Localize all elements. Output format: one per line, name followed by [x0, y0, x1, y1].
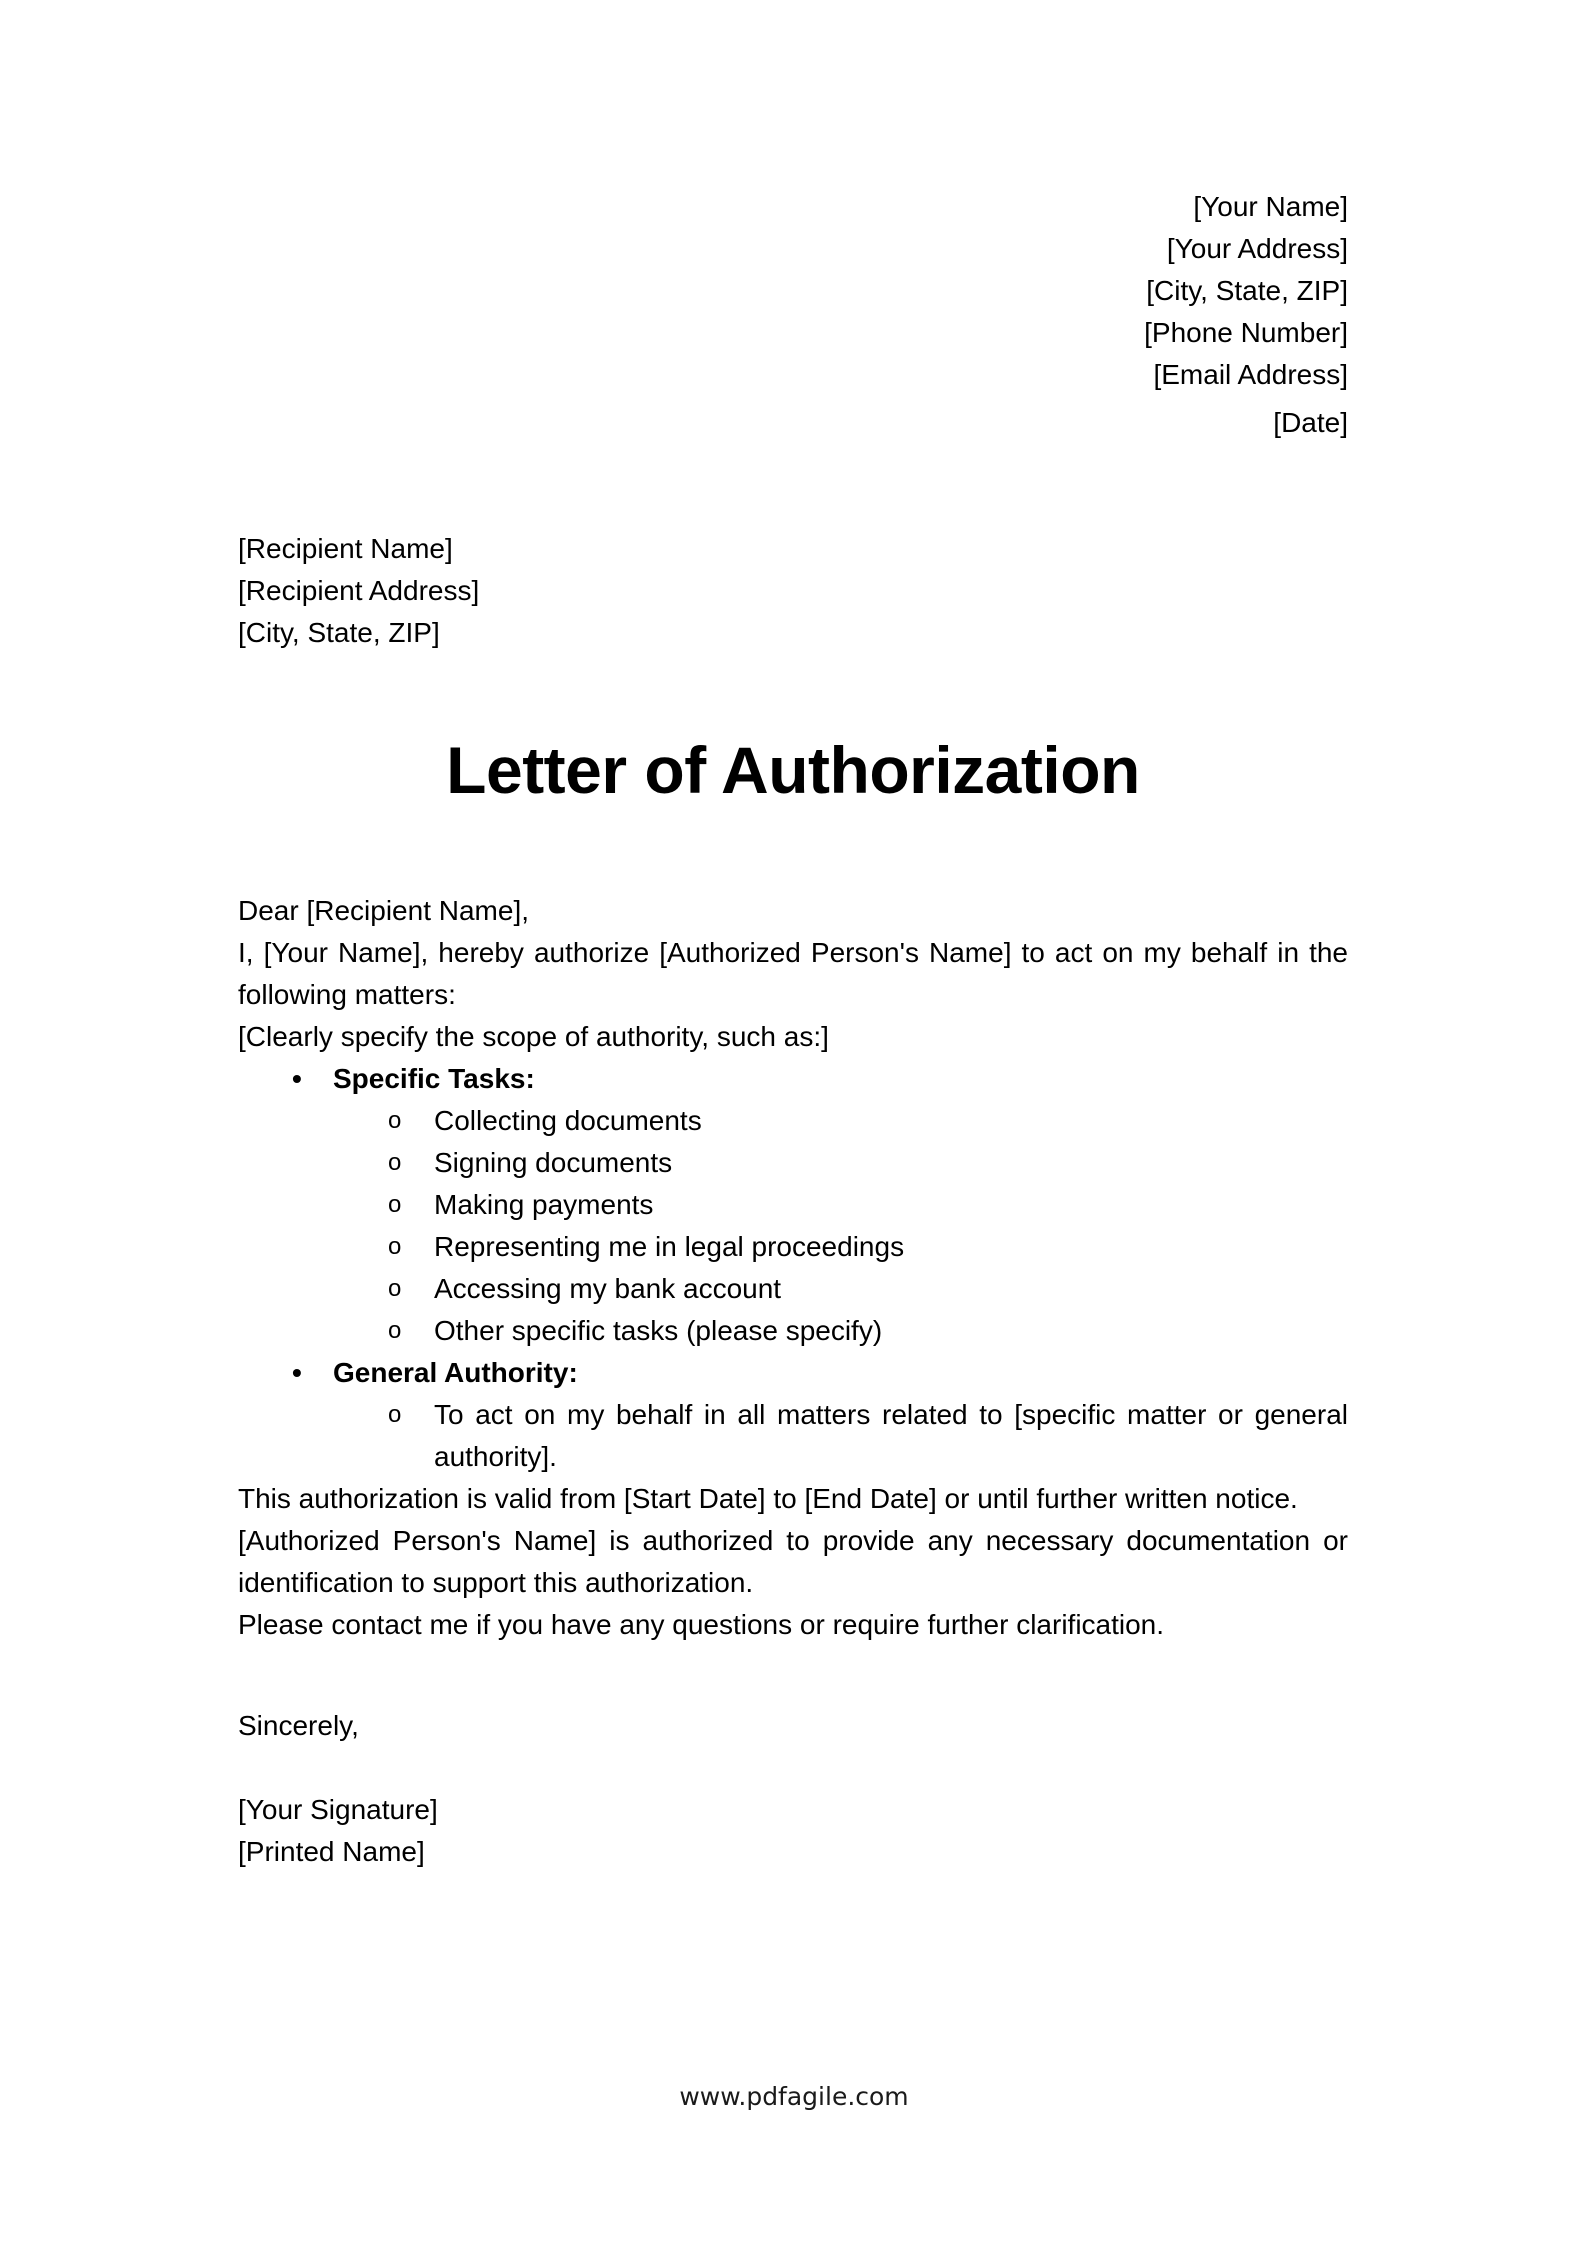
bullet-icon: • — [292, 1063, 302, 1094]
circle-bullet-icon: o — [388, 1233, 402, 1260]
circle-bullet-icon: o — [388, 1107, 402, 1134]
page-title: Letter of Authorization — [446, 733, 1140, 807]
list-item-label: To act on my behalf in all matters related to [specific matter or general authority]. — [434, 1399, 1348, 1472]
recipient-city-state-zip: [City, State, ZIP] — [238, 617, 440, 648]
contact-paragraph: Please contact me if you have any questions or require further clarification. — [238, 1609, 1165, 1640]
list-item-label: Accessing my bank account — [434, 1273, 782, 1304]
circle-bullet-icon: o — [388, 1275, 402, 1302]
list-item-label: Making payments — [434, 1189, 654, 1220]
list-item — [238, 1268, 1348, 1310]
recipient-address-block — [238, 528, 1348, 654]
list-item — [238, 1394, 1348, 1478]
sender-city-state-zip: [City, State, ZIP] — [1146, 275, 1348, 306]
circle-bullet-icon: o — [388, 1149, 402, 1176]
list-item-label: Collecting documents — [434, 1105, 702, 1136]
recipient-name: [Recipient Name] — [238, 533, 453, 564]
footer-url: www.pdfagile.com — [679, 2082, 909, 2111]
list-item — [238, 1184, 1348, 1226]
circle-bullet-icon: o — [388, 1401, 402, 1428]
intro-paragraph: I, [Your Name], hereby authorize [Authorized Person's Name] to act on my behalf in the following matters: — [238, 937, 1348, 1010]
bullet-icon: • — [292, 1357, 302, 1388]
sender-address: [Your Address] — [1166, 233, 1348, 264]
signature-placeholder: [Your Signature] — [238, 1794, 438, 1825]
closing-salutation: Sincerely, — [238, 1710, 359, 1741]
signature-block — [238, 1789, 1348, 1873]
documentation-paragraph: [Authorized Person's Name] is authorized to provide any necessary documentation or identification to support this authorization. — [238, 1525, 1348, 1598]
circle-bullet-icon: o — [388, 1317, 402, 1344]
list-item — [238, 1142, 1348, 1184]
list-group-label: General Authority: — [333, 1357, 578, 1388]
sender-address-block — [238, 186, 1348, 396]
list-item-label: Other specific tasks (please specify) — [434, 1315, 883, 1346]
list-group-heading-specific-tasks — [238, 1058, 1348, 1100]
recipient-address: [Recipient Address] — [238, 575, 480, 606]
list-item — [238, 1100, 1348, 1142]
list-item — [238, 1310, 1348, 1352]
list-item — [238, 1226, 1348, 1268]
validity-paragraph: This authorization is valid from [Start Date] to [End Date] or until further written notice. — [238, 1483, 1298, 1514]
scope-prompt: [Clearly specify the scope of authority, such as:] — [238, 1021, 829, 1052]
circle-bullet-icon: o — [388, 1191, 402, 1218]
printed-name-placeholder: [Printed Name] — [238, 1836, 425, 1867]
sender-email: [Email Address] — [1153, 359, 1348, 390]
list-group-label: Specific Tasks: — [333, 1063, 535, 1094]
letter-body — [238, 890, 1348, 1646]
letter-date: [Date] — [1273, 407, 1348, 438]
sender-phone: [Phone Number] — [1144, 317, 1348, 348]
salutation: Dear [Recipient Name], — [238, 895, 530, 926]
list-item-label: Signing documents — [434, 1147, 673, 1178]
sender-name: [Your Name] — [1193, 191, 1348, 222]
list-item-label: Representing me in legal proceedings — [434, 1231, 905, 1262]
list-group-heading-general-authority — [238, 1352, 1348, 1394]
